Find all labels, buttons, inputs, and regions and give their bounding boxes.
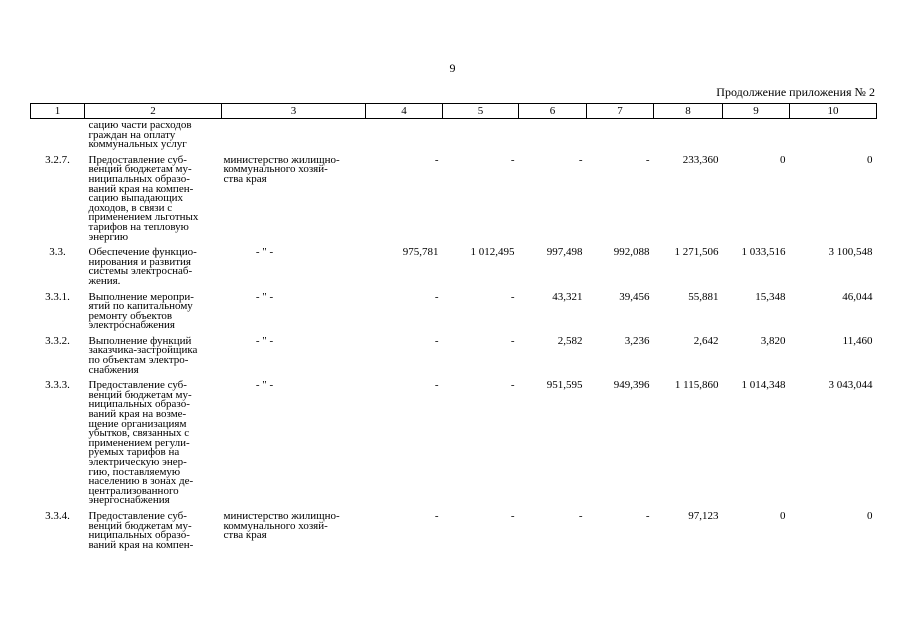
- row-description: [85, 375, 222, 506]
- row-value: 992,088: [613, 246, 650, 259]
- cell-line: заказчика-застройщика: [88, 344, 198, 357]
- row-value: 949,396: [613, 379, 650, 392]
- row-number: 3.3.1.: [45, 290, 70, 303]
- cell-line: ниципальных образо-: [88, 172, 190, 185]
- cell-line: снабжения: [88, 363, 139, 376]
- row-value: -: [510, 379, 515, 392]
- cell-line: Предоставление суб-: [88, 379, 187, 392]
- cell-line: ниципальных образо-: [88, 529, 190, 542]
- row-description: [85, 331, 222, 375]
- column-header: 7: [587, 104, 654, 119]
- row-value: 3 043,044: [828, 379, 873, 392]
- row-value: 0: [867, 153, 873, 166]
- appendix-table: [30, 103, 877, 550]
- continuation-label: Продолжение приложения № 2: [716, 85, 875, 99]
- cell-line: гию, поставляемую: [88, 465, 181, 478]
- cell-line: Выполнение функций: [88, 334, 192, 347]
- cell-line: коммунальных услуг: [88, 138, 187, 151]
- cell-line: министерство жилищно-: [223, 153, 340, 166]
- cell-line: жения.: [88, 274, 121, 287]
- row-value: 1 033,516: [741, 246, 786, 259]
- column-header: 4: [366, 104, 443, 119]
- row-value: [654, 119, 723, 150]
- row-number: 3.3.4.: [45, 509, 70, 522]
- row-value: -: [510, 153, 515, 166]
- cell-line: ваний края на возме-: [88, 408, 187, 421]
- row-value: -: [578, 153, 583, 166]
- row-executor: [222, 331, 366, 375]
- cell-line: - " -: [255, 246, 274, 259]
- cell-line: ятий по капитальному: [88, 300, 193, 313]
- cell-line: Выполнение меропри-: [88, 290, 194, 303]
- cell-line: сацию части расходов: [88, 119, 192, 131]
- cell-line: применением льготных: [88, 211, 199, 224]
- row-value: 11,460: [842, 334, 873, 347]
- cell-line: применением регули-: [88, 436, 190, 449]
- column-header: 9: [723, 104, 790, 119]
- row-value: [790, 119, 877, 150]
- row-value: 3,236: [624, 334, 650, 347]
- cell-line: - " -: [255, 290, 274, 303]
- row-value: 2,642: [693, 334, 719, 347]
- row-description: [85, 242, 222, 286]
- row-executor: [222, 287, 366, 331]
- header-row: [31, 104, 877, 119]
- row-value: 3,820: [760, 334, 786, 347]
- column-header: 2: [85, 104, 222, 119]
- row-description: [85, 150, 222, 242]
- row-value: -: [510, 509, 515, 522]
- row-value: -: [434, 290, 439, 303]
- table-row: [31, 242, 877, 286]
- row-value: -: [645, 153, 650, 166]
- row-number: [31, 119, 85, 150]
- row-value: -: [510, 290, 515, 303]
- cell-line: - " -: [255, 379, 274, 392]
- row-number: 3.2.7.: [45, 153, 70, 166]
- row-executor: [222, 506, 366, 550]
- cell-line: тарифов на тепловую: [88, 220, 189, 233]
- row-value: 997,498: [546, 246, 583, 259]
- row-description: [85, 506, 222, 550]
- row-value: 0: [867, 509, 873, 522]
- cell-line: ваний края на компен-: [88, 182, 194, 195]
- page-number: 9: [449, 61, 456, 75]
- row-number: 3.3.: [49, 246, 66, 259]
- cell-line: Предоставление суб-: [88, 509, 187, 522]
- cell-line: руемых тарифов на: [88, 446, 180, 459]
- row-value: -: [434, 153, 439, 166]
- row-value: -: [645, 509, 650, 522]
- row-value: 0: [780, 153, 786, 166]
- row-executor: [222, 150, 366, 242]
- row-value: 39,456: [619, 290, 650, 303]
- row-description: [85, 287, 222, 331]
- cell-line: убытков, связанных с: [88, 427, 190, 440]
- cell-line: системы электроснаб-: [88, 265, 193, 278]
- cell-line: населению в зонах де-: [88, 475, 194, 488]
- cell-line: ства края: [223, 172, 267, 185]
- cell-line: электрическую энер-: [88, 456, 187, 468]
- row-value: [723, 119, 790, 150]
- cell-line: сацию выпадающих: [88, 192, 184, 205]
- cell-line: электроснабжения: [88, 319, 175, 332]
- row-description: [85, 119, 222, 150]
- cell-line: щение организациям: [88, 417, 187, 430]
- column-header: 6: [519, 104, 587, 119]
- row-value: -: [578, 509, 583, 522]
- cell-line: ниципальных образо-: [88, 398, 190, 411]
- table-row: [31, 331, 877, 375]
- row-value: [366, 119, 443, 150]
- cell-line: венций бюджетам му-: [88, 163, 192, 176]
- cell-line: энергоснабжения: [88, 494, 170, 507]
- row-executor: [222, 242, 366, 286]
- column-header: 5: [443, 104, 519, 119]
- row-number: 3.3.3.: [45, 379, 70, 392]
- table-row: [31, 150, 877, 242]
- cell-line: ства края: [223, 529, 267, 542]
- cell-line: коммунального хозяй-: [223, 163, 328, 176]
- table-row: [31, 119, 877, 150]
- row-value: 55,881: [688, 290, 719, 303]
- cell-line: - " -: [255, 334, 274, 347]
- cell-line: ваний края на компен-: [88, 538, 194, 551]
- row-value: -: [510, 334, 515, 347]
- row-value: 951,595: [546, 379, 583, 392]
- cell-line: централизованного: [88, 484, 179, 497]
- row-number: 3.3.2.: [45, 334, 70, 347]
- cell-line: Предоставление суб-: [88, 153, 187, 166]
- row-value: 975,781: [402, 246, 439, 259]
- cell-line: венций бюджетам му-: [88, 388, 192, 401]
- column-header: 1: [31, 104, 85, 119]
- column-header: 10: [790, 104, 877, 119]
- cell-line: коммунального хозяй-: [223, 519, 328, 532]
- cell-line: венций бюджетам му-: [88, 519, 192, 532]
- row-value: 43,321: [552, 290, 583, 303]
- cell-line: граждан на оплату: [88, 128, 176, 141]
- cell-line: по объектам электро-: [88, 354, 189, 367]
- row-value: [519, 119, 587, 150]
- row-value: 3 100,548: [828, 246, 873, 259]
- row-value: -: [434, 334, 439, 347]
- table-row: [31, 506, 877, 550]
- cell-line: доходов, в связи с: [88, 201, 173, 214]
- cell-line: энергию: [88, 230, 129, 243]
- column-header: 3: [222, 104, 366, 119]
- row-value: 1 012,495: [470, 246, 515, 259]
- table-row: [31, 375, 877, 506]
- row-value: 15,348: [755, 290, 786, 303]
- row-value: 1 115,860: [674, 379, 719, 392]
- cell-line: Обеспечение функцио-: [88, 246, 197, 259]
- row-value: 0: [780, 509, 786, 522]
- cell-line: нирования и развития: [88, 255, 191, 268]
- row-value: 2,582: [557, 334, 583, 347]
- column-header: 8: [654, 104, 723, 119]
- cell-line: министерство жилищно-: [223, 509, 340, 522]
- row-value: 46,044: [842, 290, 873, 303]
- row-value: [587, 119, 654, 150]
- row-value: 97,123: [688, 509, 719, 522]
- row-value: -: [434, 509, 439, 522]
- row-value: [443, 119, 519, 150]
- row-value: 1 271,506: [674, 246, 719, 259]
- row-executor: [222, 375, 366, 506]
- table-row: [31, 287, 877, 331]
- row-value: -: [434, 379, 439, 392]
- row-executor: [222, 119, 366, 150]
- cell-line: ремонту объектов: [88, 309, 173, 322]
- row-value: 1 014,348: [741, 379, 786, 392]
- row-value: 233,360: [682, 153, 719, 166]
